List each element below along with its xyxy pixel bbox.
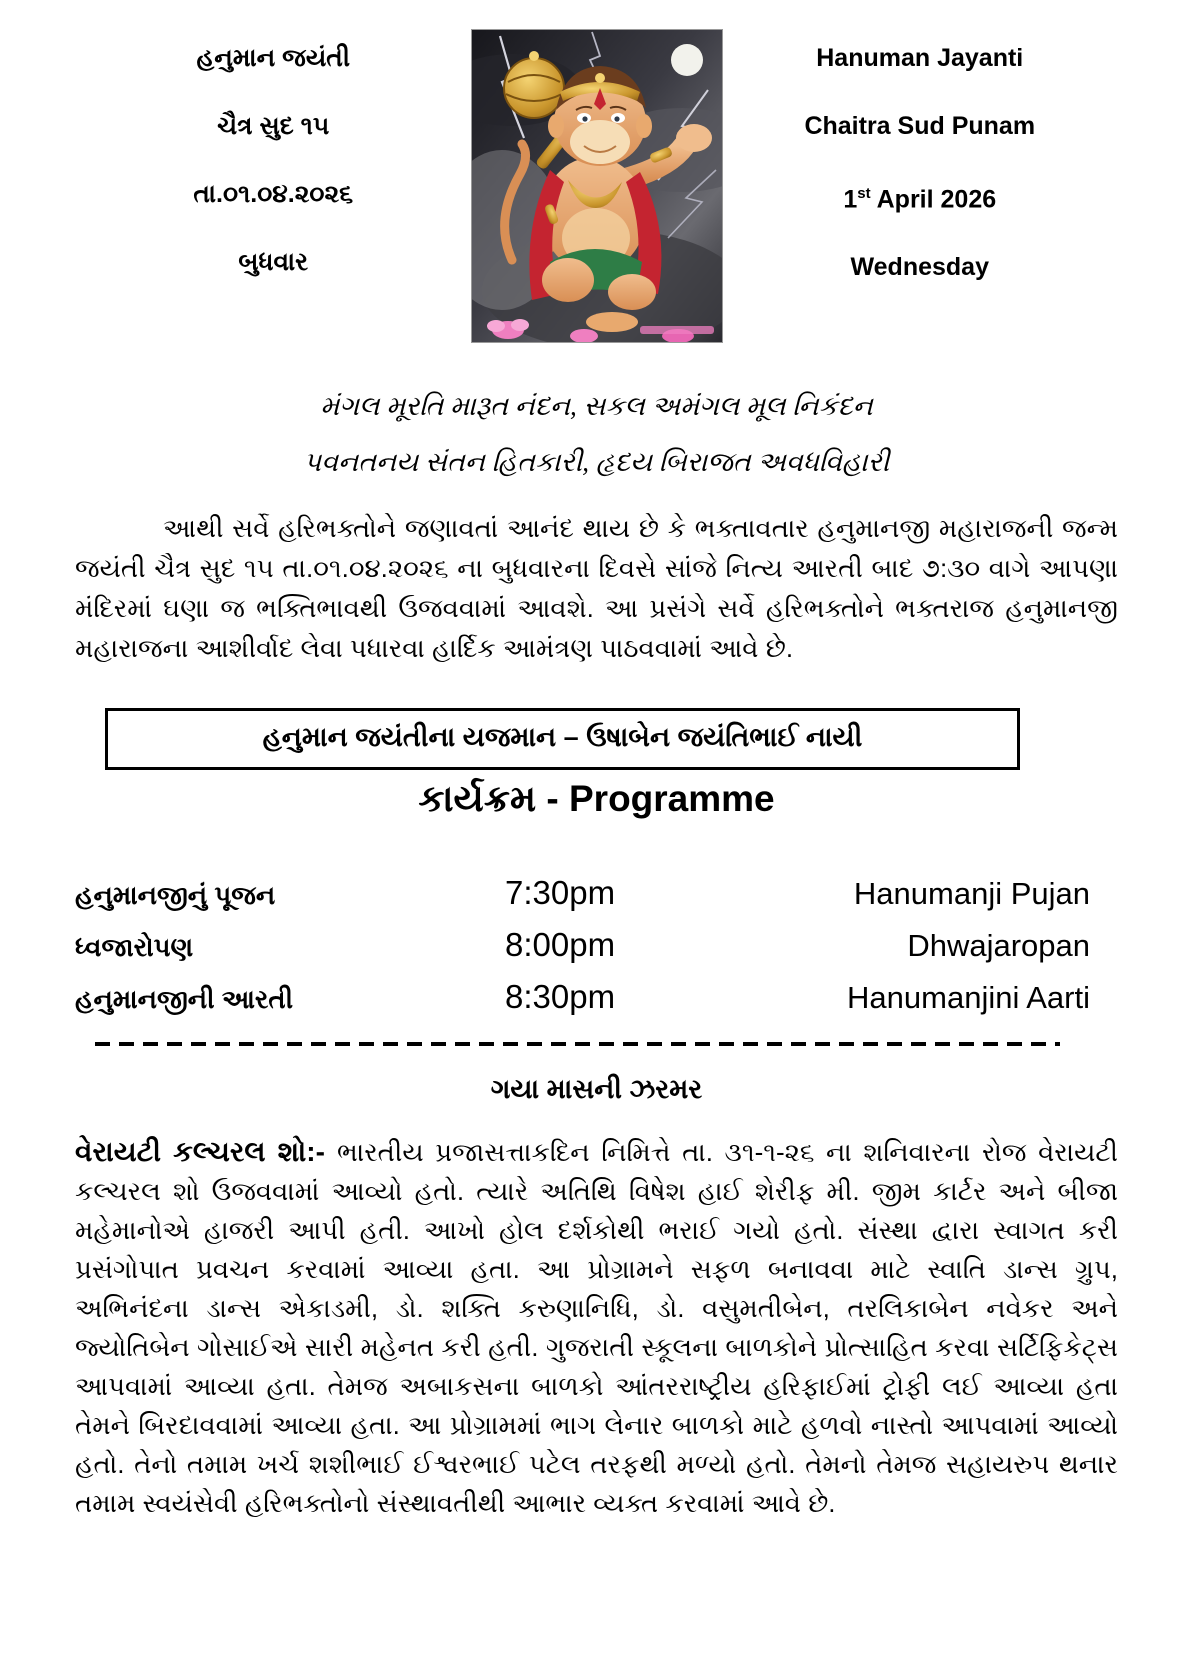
event-time: 7:30pm bbox=[505, 874, 616, 911]
hanuman-image bbox=[472, 30, 722, 342]
moon bbox=[671, 44, 703, 76]
news-heading: ગયા માસની ઝરમર bbox=[490, 1074, 703, 1104]
schedule-row bbox=[75, 874, 1118, 912]
news-paragraph bbox=[75, 1132, 1118, 1523]
hanuman-illustration bbox=[472, 30, 722, 342]
title-english: Hanuman Jayanti bbox=[816, 44, 1024, 72]
weekday-gujarati: બુધવાર bbox=[238, 248, 309, 276]
dashed-divider bbox=[95, 1042, 1060, 1046]
date-gujarati: તા.૦૧.૦૪.૨૦૨૬ bbox=[193, 180, 354, 208]
programme-schedule bbox=[75, 874, 1118, 1016]
announcement-paragraph: આથી સર્વે હરિભક્તોને જણાવતાં આનંદ થાય છે કે ભક્તાવતાર હનુમાનજી મહારાજની જન્મ જયંતી ચૈત્ર સુદ ૧૫ તા.૦૧.૦૪.૨૦૨૬ ના બુધવારના દિવસે સાંજે નિત્ય આરતી બાદ ૭:૩૦ વાગે આપણા મંદિરમાં ઘણા જ ભક્તિભાવથી ઉજવવામાં આવશે. આ પ્રસંગે સર્વે હરિભક્તોને ભક્તરાજ હનુમાનજી મહારાજના આશીર્વાદ લેવા પધારવા હાર્દિક આમંત્રણ પાઠવવામાં આવે છે. bbox=[75, 513, 1118, 663]
title-gujarati: હનુમાન જયંતી bbox=[196, 44, 351, 72]
news-lead: વેરાયટી કલ્ચરલ શો:- bbox=[75, 1136, 338, 1167]
event-gujarati: હનુમાનજીનું પૂજન bbox=[75, 880, 276, 910]
event-english: Hanumanji Pujan bbox=[853, 876, 1090, 911]
programme-title: કાર્યક્રમ - Programme bbox=[418, 778, 775, 819]
verse-line-2: પવનતનય સંતન હિતકારી, હૃદય બિરાજત અવધવિહારી bbox=[303, 447, 890, 477]
header-gujarati-column bbox=[75, 26, 472, 316]
weekday-english: Wednesday bbox=[850, 253, 989, 282]
event-english: Dhwajaropan bbox=[907, 928, 1090, 963]
header-english-column bbox=[722, 26, 1119, 321]
event-time: 8:00pm bbox=[505, 926, 616, 963]
schedule-row bbox=[75, 978, 1118, 1016]
date-english: 1st April 2026 bbox=[843, 185, 997, 214]
news-body: ભારતીય પ્રજાસત્તાકદિન નિમિત્તે તા. ૩૧-૧-૨૬ ના શનિવારના રોજ વેરાયટી કલ્ચરલ શો ઉજવવામાં આવ્યો હતો. ત્યારે અતિથિ વિષેશ હાઈ શેરીફ મી. જીમ કાર્ટર અને બીજા મહેમાનોએ હાજરી આપી હતી. આખો હોલ દર્શકોથી ભરાઈ ગયો હતો. સંસ્થા દ્વારા સ્વાગત કરી પ્રસંગોપાત પ્રવચન કરવામાં આવ્યા હતા. આ પ્રોગ્રામને સફળ બનાવવા માટે સ્વાતિ ડાન્સ ગ્રુપ, અભિનંદના ડાન્સ એકાડમી, ડો. શક્તિ કરુણાનિધિ, ડો. વસુમતીબેન, તરલિકાબેન નવેકર અને જ્યોતિબેન ગોસાઈએ સારી મહેનત કરી હતી. ગુજરાતી સ્કૂલના બાળકોને પ્રોત્સાહિત કરવા સર્ટિફિકેટ્સ આપવામાં આવ્યા હતા. તેમજ અબાકસના બાળકો આંતરરાષ્ટ્રીય હરિફાઈમાં ટ્રોફી લઈ આવ્યા હતા તેમને બિરદાવવામાં આવ્યા હતા. આ પ્રોગ્રામમાં ભાગ લેનાર બાળકો માટે હળવો નાસ્તો આપવામાં આવ્યો હતો. તેનો તમામ ખર્ચ શશીભાઈ ઈશ્વરભાઈ પટેલ તરફથી મળ્યો હતો. તેમનો તેમજ સહાયરુપ થનાર તમામ સ્વયંસેવી હરિભક્તોનો સંસ્થાવતીથી આભાર વ્યક્ત કરવામાં આવે છે. bbox=[75, 1137, 1118, 1518]
tithi-gujarati: ચૈત્ર સુદ ૧૫ bbox=[217, 112, 330, 140]
event-gujarati: હનુમાનજીની આરતી bbox=[75, 984, 294, 1014]
event-english: Hanumanjini Aarti bbox=[847, 980, 1090, 1015]
event-time: 8:30pm bbox=[505, 978, 616, 1015]
tithi-english: Chaitra Sud Punam bbox=[804, 112, 1036, 140]
invocation-verse bbox=[75, 378, 1118, 490]
verse-line-1: મંગલ મૂરતિ મારૂત નંદન, સકલ અમંગલ મૂલ નિકંદન bbox=[320, 391, 873, 421]
watermark bbox=[640, 326, 714, 334]
event-gujarati: ધ્વજારોપણ bbox=[75, 932, 194, 962]
header bbox=[75, 26, 1118, 344]
schedule-row bbox=[75, 926, 1118, 964]
host-box: હનુમાન જયંતીના યજમાન – ઉષાબેન જયંતિભાઈ નાયી bbox=[105, 708, 1020, 770]
